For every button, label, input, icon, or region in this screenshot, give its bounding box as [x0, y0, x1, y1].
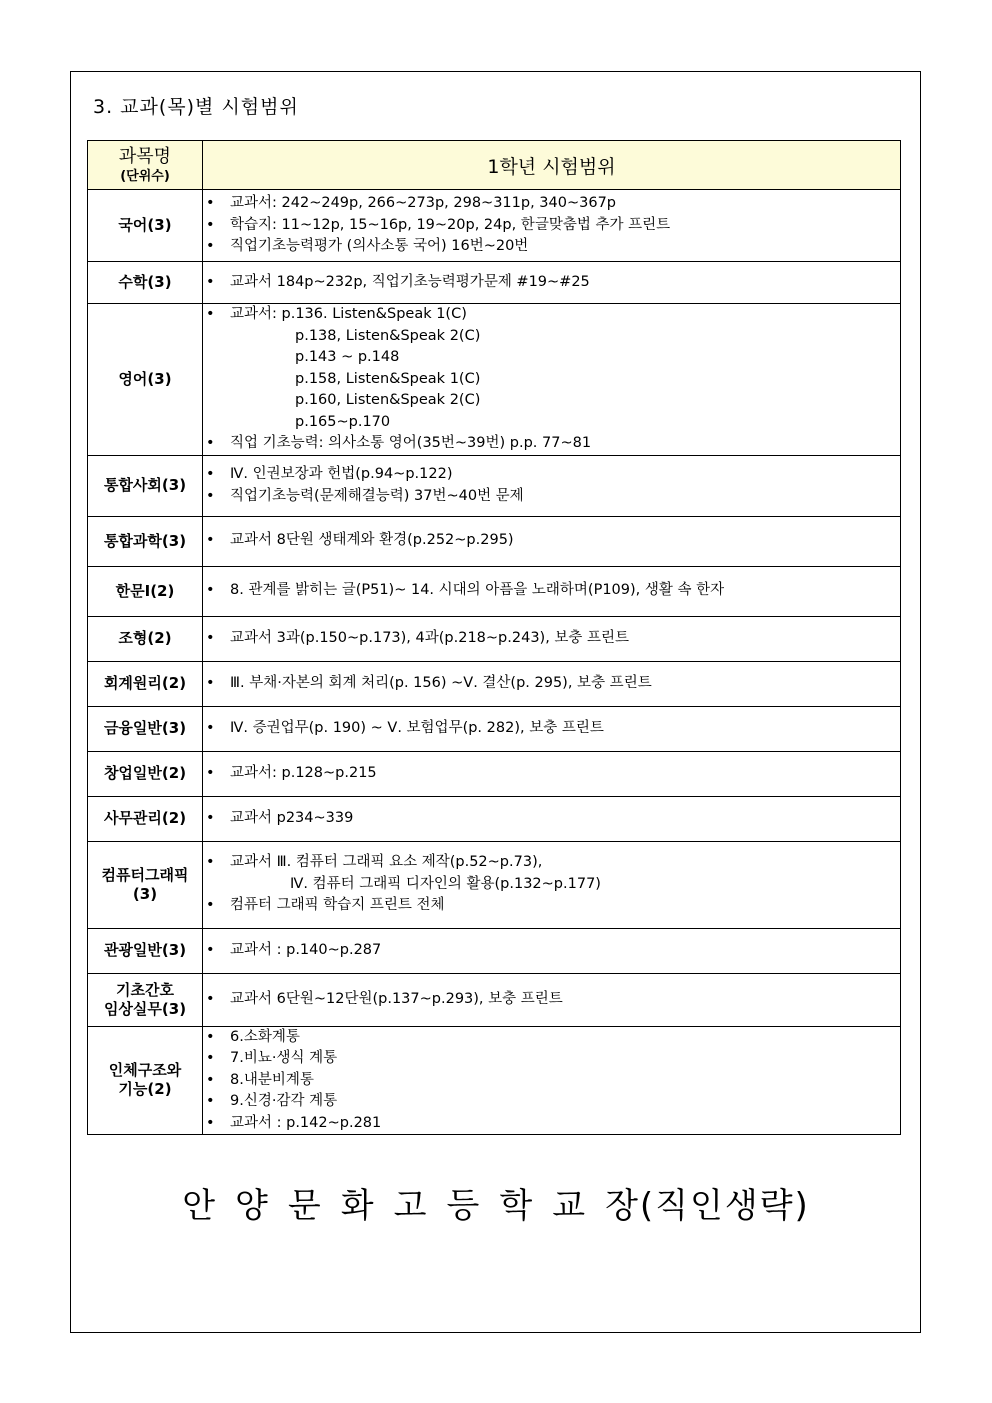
range-text: 교과서 3과(p.150~p.173), 4과(p.218~p.243), 보충 프린트: [230, 629, 630, 646]
subject-name: 금융일반(3): [103, 719, 187, 737]
header-range-label: 1학년 시험범위: [203, 141, 901, 190]
range-cell: [203, 455, 901, 516]
range-line: [203, 464, 900, 486]
range-text: p.160, Listen&Speak 2(C): [295, 392, 481, 408]
bullet-icon: •: [206, 674, 215, 691]
range-line: [203, 390, 900, 412]
bullet-icon: •: [206, 216, 215, 233]
subject-cell: [88, 566, 203, 616]
range-text: Ⅳ. 증권업무(p. 190) ~ Ⅴ. 보험업무(p. 282), 보충 프린트: [230, 719, 604, 736]
range-line: [203, 808, 900, 830]
range-text: 교과서 184p~232p, 직업기초능력평가문제 #19~#25: [230, 273, 590, 290]
range-text: Ⅲ. 부채·자본의 회계 처리(p. 156) ~Ⅴ. 결산(p. 295), 보충 프린트: [230, 674, 652, 691]
subject-name: 통합과학(3): [103, 531, 187, 550]
subject-cell: [88, 841, 203, 928]
range-cell: [203, 928, 901, 973]
range-line: [203, 369, 900, 391]
range-text: p.143 ~ p.148: [295, 349, 400, 365]
subject-cell: [88, 661, 203, 706]
signature-char: 고: [393, 1186, 429, 1226]
range-line: [203, 874, 900, 896]
subject-name: 창업일반(2): [103, 764, 187, 782]
table-header-row: [88, 141, 901, 190]
exam-range-table: [87, 140, 901, 1135]
signature-char: 등: [446, 1186, 482, 1226]
signature-char: 양: [235, 1186, 270, 1226]
table-row: [88, 304, 901, 456]
range-text: p.138, Listen&Speak 2(C): [295, 327, 481, 344]
bullet-icon: •: [206, 532, 215, 549]
subject-cell: [88, 928, 203, 973]
subject-cell: [88, 973, 203, 1026]
bullet-icon: •: [206, 809, 215, 826]
range-text: 직업기초능력(문제해결능력) 37번~40번 문제: [230, 487, 524, 504]
bullet-icon: •: [206, 487, 215, 504]
bullet-icon: •: [206, 629, 215, 646]
range-text: 교과서 : p.142~p.281: [230, 1114, 382, 1131]
range-line: [203, 486, 900, 508]
header-subject-label: 과목명: [118, 145, 172, 167]
range-text: Ⅳ. 컴퓨터 그래픽 디자인의 활용(p.132~p.177): [290, 875, 601, 892]
bullet-icon: •: [206, 435, 215, 451]
range-cell: [203, 516, 901, 566]
range-text: 교과서 6단원~12단원(p.137~p.293), 보충 프린트: [230, 990, 563, 1007]
school-signature: [0, 1178, 992, 1227]
subject-cell: [88, 262, 203, 304]
range-cell: [203, 841, 901, 928]
subject-name: 한문Ⅰ(2): [115, 581, 175, 600]
range-cell: [203, 304, 901, 456]
table-row: [88, 516, 901, 566]
table-row: [88, 616, 901, 661]
range-line: [203, 895, 900, 917]
range-text: 9.신경·감각 계통: [230, 1093, 338, 1109]
range-line: [203, 989, 900, 1011]
table-row: [88, 262, 901, 304]
subject-cell: [88, 751, 203, 796]
range-text: Ⅳ. 인권보장과 헌법(p.94~p.122): [230, 466, 453, 482]
header-subject-sublabel: (단위수): [120, 168, 170, 184]
range-line: [203, 193, 900, 215]
range-text: 교과서: p.128~p.215: [230, 764, 377, 781]
range-line: [203, 673, 900, 695]
range-text: 7.비뇨·생식 계통: [230, 1050, 338, 1066]
subject-name: 임상실무(3): [103, 999, 187, 1018]
bullet-icon: •: [206, 1028, 215, 1045]
bullet-icon: •: [206, 764, 215, 781]
range-text: 교과서: p.136. Listen&Speak 1(C): [230, 306, 467, 322]
range-line: [203, 1091, 900, 1113]
subject-name: 기능(2): [118, 1080, 172, 1099]
range-text: 8.내분비계통: [230, 1071, 314, 1088]
subject-cell: [88, 616, 203, 661]
range-line: [203, 326, 900, 348]
range-line: [203, 1048, 900, 1070]
table-row: [88, 796, 901, 841]
range-text: 6.소화계통: [230, 1028, 300, 1045]
table-row: [88, 661, 901, 706]
signature-char: 안: [182, 1186, 218, 1226]
range-cell: [203, 973, 901, 1026]
bullet-icon: •: [206, 466, 215, 482]
subject-cell: [88, 796, 203, 841]
range-cell: [203, 661, 901, 706]
range-cell: [203, 1026, 901, 1135]
signature-last: 장(직인생략): [605, 1186, 810, 1226]
subject-name: 기초간호: [116, 980, 174, 999]
range-text: p.158, Listen&Speak 1(C): [295, 370, 481, 387]
range-cell: [203, 751, 901, 796]
range-text: 교과서 8단원 생태계와 환경(p.252~p.295): [230, 532, 514, 549]
range-cell: [203, 190, 901, 262]
bullet-icon: •: [206, 582, 215, 599]
bullet-icon: •: [206, 990, 215, 1007]
subject-cell: [88, 455, 203, 516]
subject-cell: [88, 516, 203, 566]
subject-name: (3): [132, 884, 158, 903]
subject-name: 인체구조와: [108, 1061, 182, 1080]
range-text: 교과서 : p.140~p.287: [230, 941, 382, 958]
subject-name: 국어(3): [118, 216, 172, 234]
signature-char: 교: [552, 1186, 588, 1226]
header-subject-cell: [88, 141, 203, 190]
bullet-icon: •: [206, 1071, 215, 1088]
bullet-icon: •: [206, 719, 215, 736]
range-line: [203, 433, 900, 455]
range-line: [203, 852, 900, 874]
bullet-icon: •: [206, 273, 215, 290]
range-line: [203, 940, 900, 962]
range-text: p.165~p.170: [295, 413, 391, 430]
bullet-icon: •: [206, 897, 215, 914]
range-line: [203, 530, 900, 552]
subject-cell: [88, 190, 203, 262]
subject-name: 영어(3): [118, 369, 172, 388]
bullet-icon: •: [206, 1093, 215, 1109]
subject-name: 회계원리(2): [103, 674, 187, 692]
signature-char: 화: [340, 1186, 376, 1226]
signature-char: 문: [287, 1186, 323, 1226]
range-cell: [203, 262, 901, 304]
range-cell: [203, 566, 901, 616]
bullet-icon: •: [206, 1050, 215, 1066]
range-text: 직업기초능력평가 (의사소통 국어) 16번~20번: [230, 238, 529, 255]
subject-name: 컴퓨터그래픽: [101, 865, 189, 884]
bullet-icon: •: [206, 941, 215, 958]
table-row: [88, 973, 901, 1026]
bullet-icon: •: [206, 238, 215, 255]
subject-cell: [88, 304, 203, 456]
range-cell: [203, 796, 901, 841]
subject-name: 조형(2): [118, 629, 172, 647]
section-title: 3. 교과(목)별 시험범위: [93, 96, 299, 118]
range-text: 교과서 Ⅲ. 컴퓨터 그래픽 요소 제작(p.52~p.73),: [230, 854, 543, 871]
range-line: [203, 236, 900, 258]
range-line: [203, 718, 900, 740]
table-row: [88, 190, 901, 262]
table-row: [88, 1026, 901, 1135]
range-cell: [203, 706, 901, 751]
range-line: [203, 1027, 900, 1049]
bullet-icon: •: [206, 1114, 215, 1131]
bullet-icon: •: [206, 854, 215, 871]
range-line: [203, 272, 900, 294]
range-line: [203, 1113, 900, 1135]
bullet-icon: •: [206, 306, 215, 322]
range-text: 직업 기초능력: 의사소통 영어(35번~39번) p.p. 77~81: [230, 435, 592, 451]
table-row: [88, 566, 901, 616]
table-row: [88, 928, 901, 973]
range-text: 교과서: 242~249p, 266~273p, 298~311p, 340~367p: [230, 195, 616, 212]
table-row: [88, 706, 901, 751]
range-line: [203, 763, 900, 785]
signature-char: 학: [499, 1186, 535, 1226]
subject-cell: [88, 1026, 203, 1135]
range-line: [203, 580, 900, 602]
table-row: [88, 841, 901, 928]
table-row: [88, 751, 901, 796]
subject-name: 관광일반(3): [103, 941, 187, 959]
range-line: [203, 412, 900, 434]
bullet-icon: •: [206, 195, 215, 212]
range-line: [203, 628, 900, 650]
range-line: [203, 347, 900, 369]
range-text: 학습지: 11~12p, 15~16p, 19~20p, 24p, 한글맞춤법 추가 프린트: [230, 216, 671, 233]
subject-cell: [88, 706, 203, 751]
range-line: [203, 215, 900, 237]
table-row: [88, 455, 901, 516]
range-cell: [203, 616, 901, 661]
subject-name: 통합사회(3): [103, 476, 187, 494]
range-text: 8. 관계를 밝히는 글(P51)~ 14. 시대의 아픔을 노래하며(P109), 생활 속 한자: [230, 582, 725, 599]
range-line: [203, 1070, 900, 1092]
range-line: [203, 304, 900, 326]
range-text: 컴퓨터 그래픽 학습지 프린트 전체: [230, 897, 445, 914]
subject-name: 사무관리(2): [103, 809, 187, 827]
range-text: 교과서 p234~339: [230, 809, 354, 826]
subject-name: 수학(3): [118, 273, 172, 291]
